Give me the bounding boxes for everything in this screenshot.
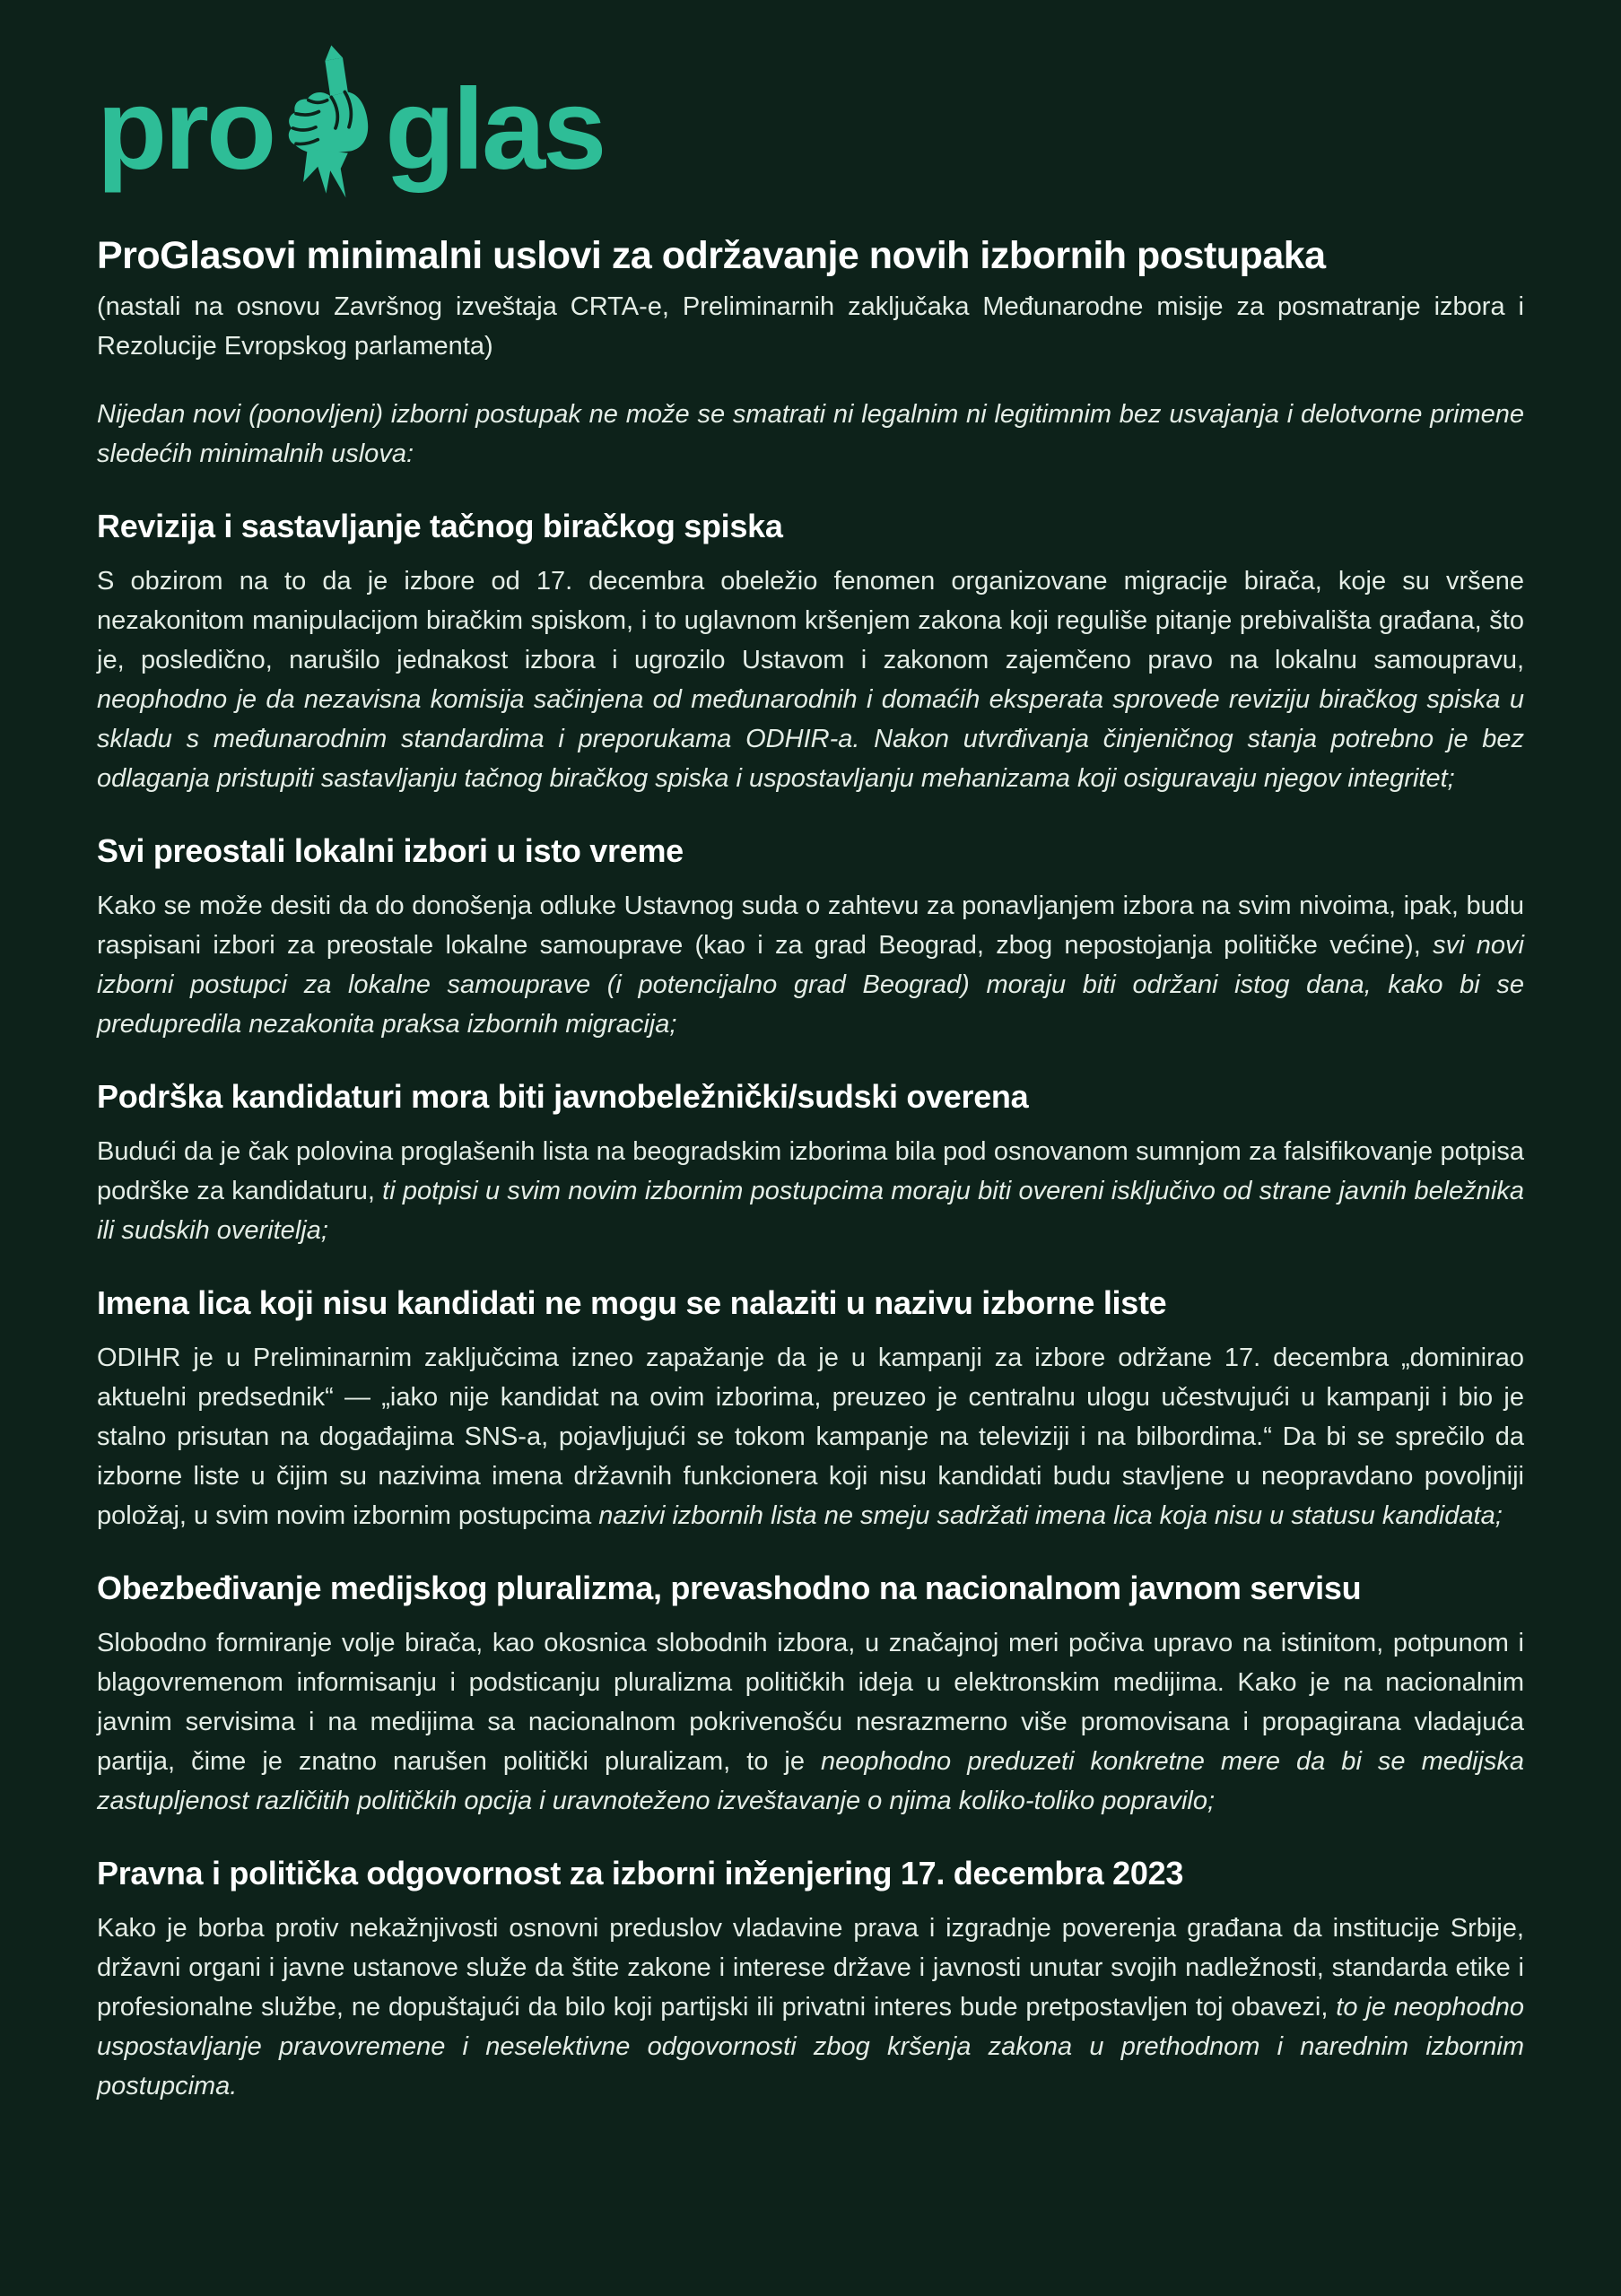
section-paragraph (97, 1132, 1524, 1250)
section-podrska-kandidaturi (97, 1078, 1524, 1250)
section-heading: Obezbeđivanje medijskog pluralizma, prevashodno na nacionalnom javnom servisu (97, 1570, 1362, 1606)
section-lokalni-izbori-isto-vreme (97, 832, 1524, 1044)
section-heading: Podrška kandidaturi mora biti javnobeležnički/sudski overena (97, 1078, 1029, 1115)
page-title: ProGlasovi minimalni uslovi za održavanje novih izbornih postupaka (97, 234, 1326, 277)
paragraph-regular-text: Kako je borba protiv nekažnjivosti osnovni preduslov vladavine prava i izgradnje poverenja građana da institucije Srbije, državni organi i javne ustanove služe da štite zakone i interese države i javnosti unutar svojih nadležnosti, standarda etike i profesionalne službe, ne dopuštajući da bilo koji partijski ili privatni interes bude pretpostavljen toj obavezi, (97, 1914, 1524, 2022)
paragraph-italic-text: neophodno je da nezavisna komisija sačinjena od međunarodnih i domaćih eksperata sprovede reviziju biračkog spiska u skladu s međunarodnim standardima i preporukama ODHIR-a. Nakon utvrđivanja činjeničnog stanja potrebno je bez odlaganja pristupiti sastavljanju tačnog biračkog spiska i uspostavljanju mehanizama koji osiguravaju njegov integritet; (97, 685, 1524, 793)
section-heading: Pravna i politička odgovornost za izborni inženjering 17. decembra 2023 (97, 1855, 1184, 1892)
logo-word-pro: pro (97, 65, 275, 194)
section-paragraph (97, 886, 1524, 1044)
section-imena-lica-naziv-liste (97, 1284, 1524, 1535)
paragraph-regular-text: Budući da je čak polovina proglašenih lista na beogradskim izborima bila pod osnovanom sumnjom za falsifikovanje potpisa podrške za kandidaturu, (97, 1137, 1524, 1205)
paragraph-italic-text: to je neophodno uspostavljanje pravovremene i neselektivne odgovornosti zbog kršenja zakona u prethodnom i narednim izbornim postupcima. (97, 1993, 1524, 2100)
paragraph-regular-text: Kako se može desiti da do donošenja odluke Ustavnog suda o zahtevu za ponavljanjem izbora na svim nivoima, ipak, budu raspisani izbori za preostale lokalne samouprave (kao i za grad Beograd, zbog nepostojanja političke većine), (97, 891, 1524, 960)
page-subtitle: (nastali na osnovu Završnog izveštaja CRTA-e, Preliminarnih zaključaka Međunarodne misije za posmatranje izbora i Rezolucije Evropskog parlamenta) (97, 292, 1524, 361)
section-heading: Revizija i sastavljanje tačnog biračkog spiska (97, 508, 783, 544)
section-paragraph (97, 1338, 1524, 1535)
section-paragraph (97, 1909, 1524, 2106)
paragraph-regular-text: S obzirom na to da je izbore od 17. decembra obeležio fenomen organizovane migracije birača, koje su vršene nezakonitom manipulacijom biračkim spiskom, i to uglavnom kršenjem zakona koji reguliše pitanje prebivališta građana, što je, posledično, narušilo jednakost izbora i ugrozilo Ustavom i zakonom zajemčeno pravo na lokalnu samoupravu, (97, 567, 1524, 674)
section-paragraph (97, 1623, 1524, 1821)
section-medijski-pluralizam (97, 1570, 1524, 1821)
section-pravna-politicka-odgovornost (97, 1855, 1524, 2106)
proglas-logo (97, 43, 1524, 201)
conditions-list (97, 508, 1524, 2106)
section-heading: Imena lica koji nisu kandidati ne mogu se nalaziti u nazivu izborne liste (97, 1284, 1167, 1321)
section-heading: Svi preostali lokalni izbori u isto vreme (97, 832, 684, 869)
paragraph-italic-text: nazivi izbornih lista ne smeju sadržati imena lica koja nisu u statusu kandidata; (598, 1501, 1503, 1530)
section-paragraph (97, 561, 1524, 798)
section-revizija-birackog-spiska (97, 508, 1524, 798)
paragraph-regular-text: ODIHR je u Preliminarnim zaključcima izneo zapažanje da je u kampanji za izbore održane 17. decembra „dominirao aktuelni predsednik“ — „iako nije kandidat na ovim izborima, preuzeo je centralnu ulogu učestvujući u kampanji i bio je stalno prisutan na događajima SNS-a, pojavljujući se tokom kampanje na televiziji i na bilbordima.“ Da bi se sprečilo da izborne liste u čijim su nazivima imena državnih funkcionera koji nisu kandidati budu stavljene u neopravdano povoljniji položaj, u svim novim izbornim postupcima (97, 1344, 1524, 1530)
logo-word-glas: glas (385, 65, 605, 194)
paragraph-italic-text: svi novi izborni postupci za lokalne samouprave (i potencijalno grad Beograd) moraju biti održani istog dana, kako bi se predupredila nezakonita praksa izbornih migracija; (97, 931, 1524, 1039)
poster-header (97, 43, 1524, 474)
paragraph-italic-text: ti potpisi u svim novim izbornim postupcima moraju biti overeni isključivo od strane javnih beležnika ili sudskih overitelja; (97, 1177, 1524, 1245)
fist-pencil-icon (283, 43, 376, 201)
paragraph-regular-text: Slobodno formiranje volje birača, kao okosnica slobodnih izbora, u značajnoj meri počiva upravo na istinitom, potpunom i blagovremenom informisanju i podsticanju pluralizma političkih ideja u elektronskim medijima. Kako je na nacionalnim javnim servisima i na medijima sa nacionalnom pokrivenošću nesrazmerno više promovisana i propagirana vladajuća partija, čime je znatno narušen politički pluralizam, to je (97, 1629, 1524, 1776)
paragraph-italic-text: neophodno preduzeti konkretne mere da bi se medijska zastupljenost različitih političkih opcija i uravnoteženo izveštavanje o njima koliko-toliko popravilo; (97, 1747, 1524, 1815)
intro-statement: Nijedan novi (ponovljeni) izborni postupak ne može se smatrati ni legalnim ni legitimnim bez usvajanja i delotvorne primene sledećih minimalnih uslova: (97, 400, 1524, 468)
